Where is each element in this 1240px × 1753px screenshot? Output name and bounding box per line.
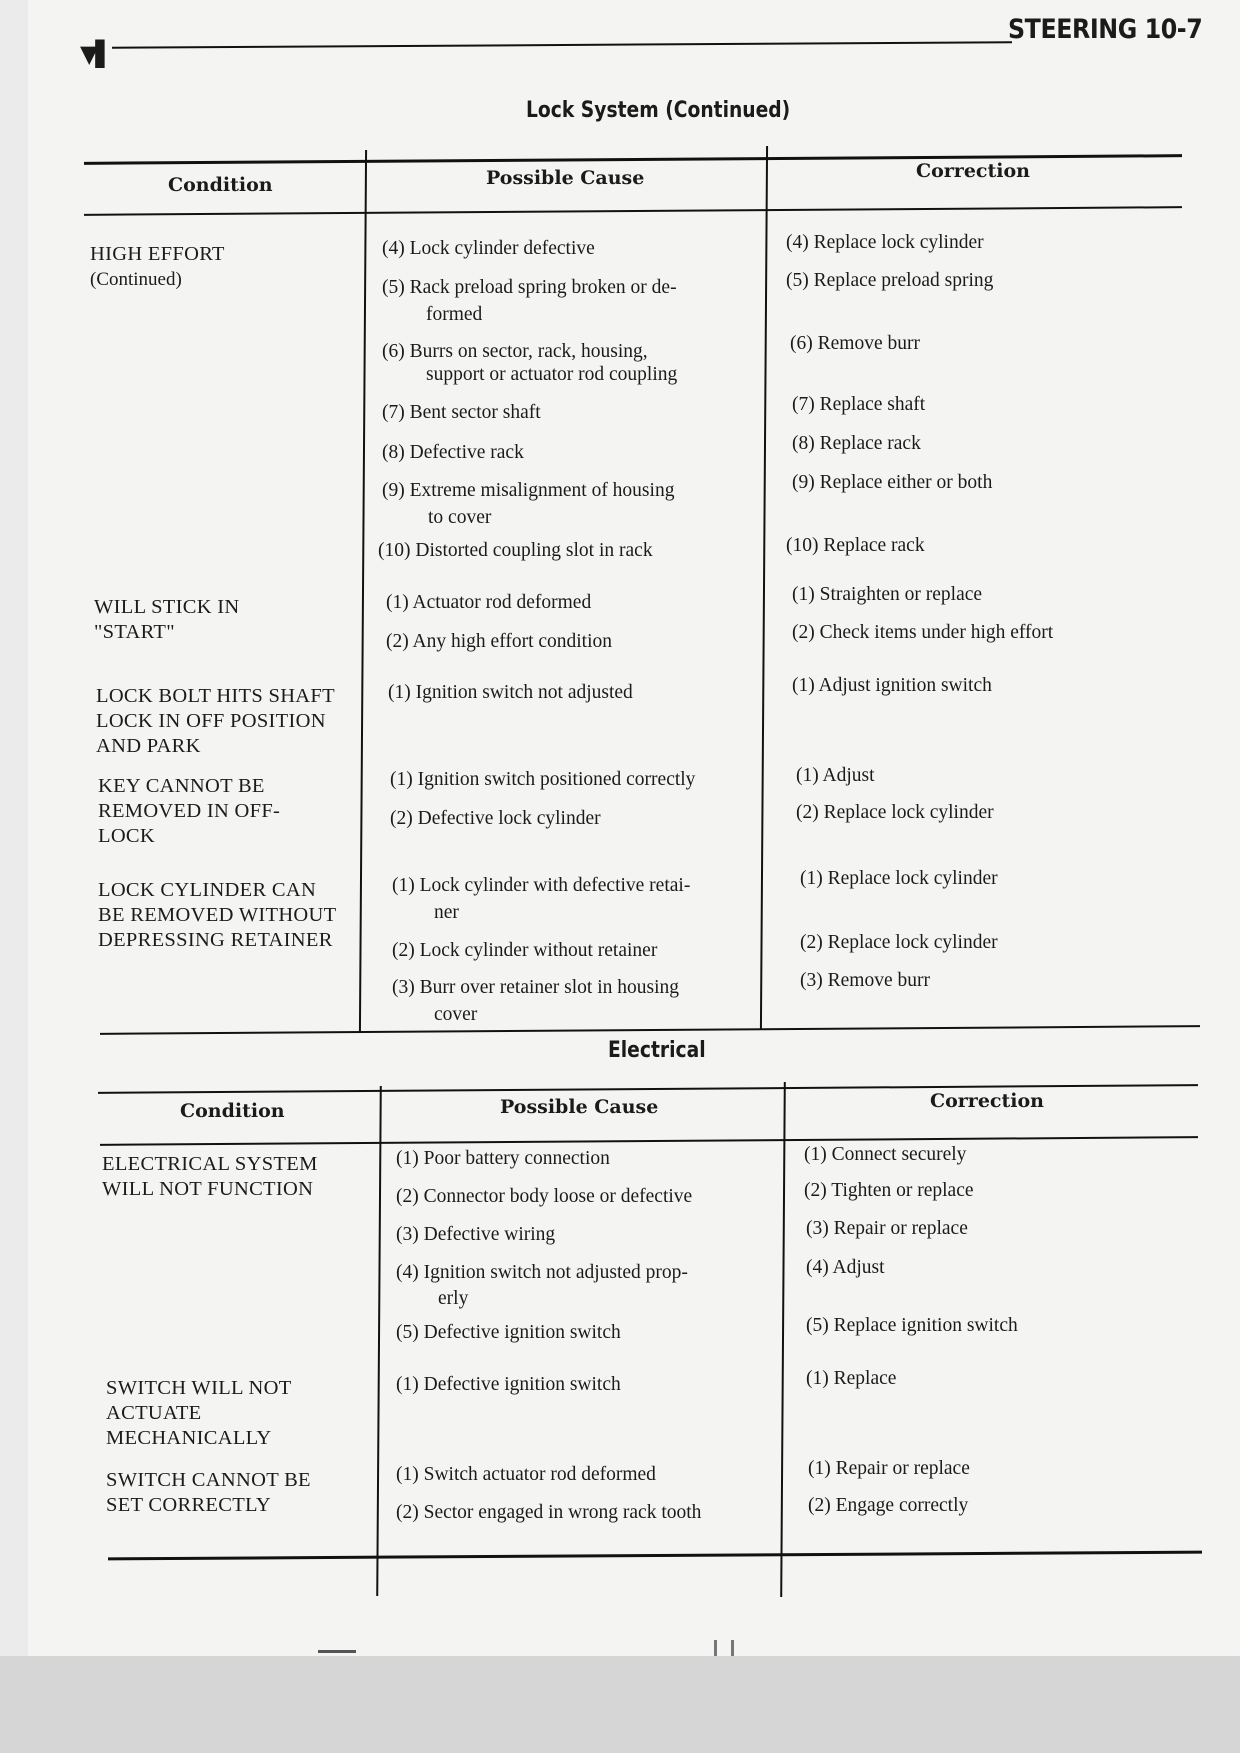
correction-item: (4) Adjust (806, 1257, 885, 1278)
cause-item: (2) Lock cylinder without retainer (392, 940, 658, 961)
correction-item: (3) Remove burr (800, 970, 930, 991)
correction-item: (2) Replace lock cylinder (800, 932, 998, 953)
correction-item: (1) Repair or replace (808, 1458, 970, 1479)
cause-item: (1) Switch actuator rod deformed (396, 1464, 656, 1485)
column-header-correction: Correction (930, 1090, 1044, 1112)
cause-item: (4) Lock cylinder defective (382, 238, 595, 259)
correction-item: (4) Replace lock cylinder (786, 232, 984, 253)
lock-section-title: Lock System (Continued) (526, 98, 791, 123)
cause-item: (1) Defective ignition switch (396, 1374, 621, 1395)
condition-high-effort (90, 242, 225, 292)
correction-item: (6) Remove burr (790, 333, 920, 354)
condition-lock-cylinder-removable: LOCK CYLINDER CAN BE REMOVED WITHOUT DEPRESSING RETAINER (98, 879, 337, 951)
cause-item: (6) Burrs on sector, rack, housing, (382, 341, 648, 362)
condition-sublabel: (Continued) (90, 269, 182, 290)
cause-item: (8) Defective rack (382, 442, 524, 463)
condition-key-cannot-be-removed: KEY CANNOT BE REMOVED IN OFF-LOCK (98, 775, 281, 847)
column-header-condition: Condition (180, 1100, 285, 1122)
correction-item: (8) Replace rack (792, 433, 921, 454)
cause-item: (1) Ignition switch not adjusted (388, 682, 633, 703)
cause-item: (2) Connector body loose or defective (396, 1186, 693, 1207)
cause-item-continued: cover (434, 1004, 478, 1025)
cause-item-continued: formed (426, 304, 483, 325)
page-artifact-line (318, 1650, 356, 1653)
correction-item: (9) Replace either or both (792, 472, 993, 493)
scanner-edge (0, 0, 28, 1656)
cause-item-continued: erly (438, 1288, 469, 1309)
column-header-possible-cause: Possible Cause (500, 1096, 659, 1118)
condition-switch-cannot-be-set: SWITCH CANNOT BE SET CORRECTLY (106, 1469, 311, 1516)
correction-item: (2) Check items under high effort (792, 622, 1054, 643)
cause-item: (5) Defective ignition switch (396, 1322, 621, 1343)
cause-item: (2) Defective lock cylinder (390, 808, 601, 829)
correction-item: (1) Straighten or replace (792, 584, 983, 605)
cause-item-continued: ner (434, 902, 459, 923)
page-title: STEERING 10-7 (1008, 14, 1203, 45)
cause-item: (1) Actuator rod deformed (386, 592, 592, 613)
cause-item: (2) Any high effort condition (386, 631, 613, 652)
correction-item: (1) Adjust (796, 765, 875, 786)
cause-item: (3) Defective wiring (396, 1224, 556, 1245)
correction-item: (2) Tighten or replace (804, 1180, 974, 1201)
cause-item: (3) Burr over retainer slot in housing (392, 977, 680, 998)
cause-item: (1) Lock cylinder with defective retai- (392, 875, 691, 896)
binding-mark (714, 1640, 734, 1656)
condition-electrical-system-not-function: ELECTRICAL SYSTEM WILL NOT FUNCTION (102, 1153, 318, 1200)
cause-item: (2) Sector engaged in wrong rack tooth (396, 1502, 702, 1523)
condition-switch-will-not-actuate: SWITCH WILL NOT ACTUATE MECHANICALLY (106, 1377, 292, 1449)
cause-item: (9) Extreme misalignment of housing (382, 480, 675, 501)
correction-item: (1) Adjust ignition switch (792, 675, 992, 696)
cause-item: (1) Ignition switch positioned correctly (390, 769, 696, 790)
correction-item: (10) Replace rack (786, 535, 925, 556)
correction-item: (1) Replace lock cylinder (800, 868, 998, 889)
column-header-condition: Condition (168, 174, 273, 196)
cause-item: (7) Bent sector shaft (382, 402, 541, 423)
cause-item: (4) Ignition switch not adjusted prop- (396, 1262, 688, 1283)
correction-item: (1) Connect securely (804, 1144, 967, 1165)
correction-item: (3) Repair or replace (806, 1218, 968, 1239)
cause-item-continued: support or actuator rod coupling (426, 364, 678, 385)
column-header-correction: Correction (916, 160, 1030, 182)
cause-item: (10) Distorted coupling slot in rack (378, 540, 653, 561)
condition-lock-bolt-hits: LOCK BOLT HITS SHAFT LOCK IN OFF POSITION AND PARK (96, 685, 335, 757)
cause-item: (1) Poor battery connection (396, 1148, 610, 1169)
condition-will-stick-in-start: WILL STICK IN "START" (94, 596, 240, 643)
section-marker-icon: ▼▌ (80, 40, 111, 68)
correction-item: (2) Replace lock cylinder (796, 802, 994, 823)
cause-item: (5) Rack preload spring broken or de- (382, 277, 677, 298)
correction-item: (5) Replace ignition switch (806, 1315, 1018, 1336)
electrical-section-title: Electrical (608, 1038, 706, 1063)
condition-label: HIGH EFFORT (90, 243, 225, 265)
column-header-possible-cause: Possible Cause (486, 167, 645, 189)
cause-item-continued: to cover (428, 507, 492, 528)
correction-item: (7) Replace shaft (792, 394, 926, 415)
correction-item: (2) Engage correctly (808, 1495, 969, 1516)
correction-item: (1) Replace (806, 1368, 897, 1389)
correction-item: (5) Replace preload spring (786, 270, 994, 291)
